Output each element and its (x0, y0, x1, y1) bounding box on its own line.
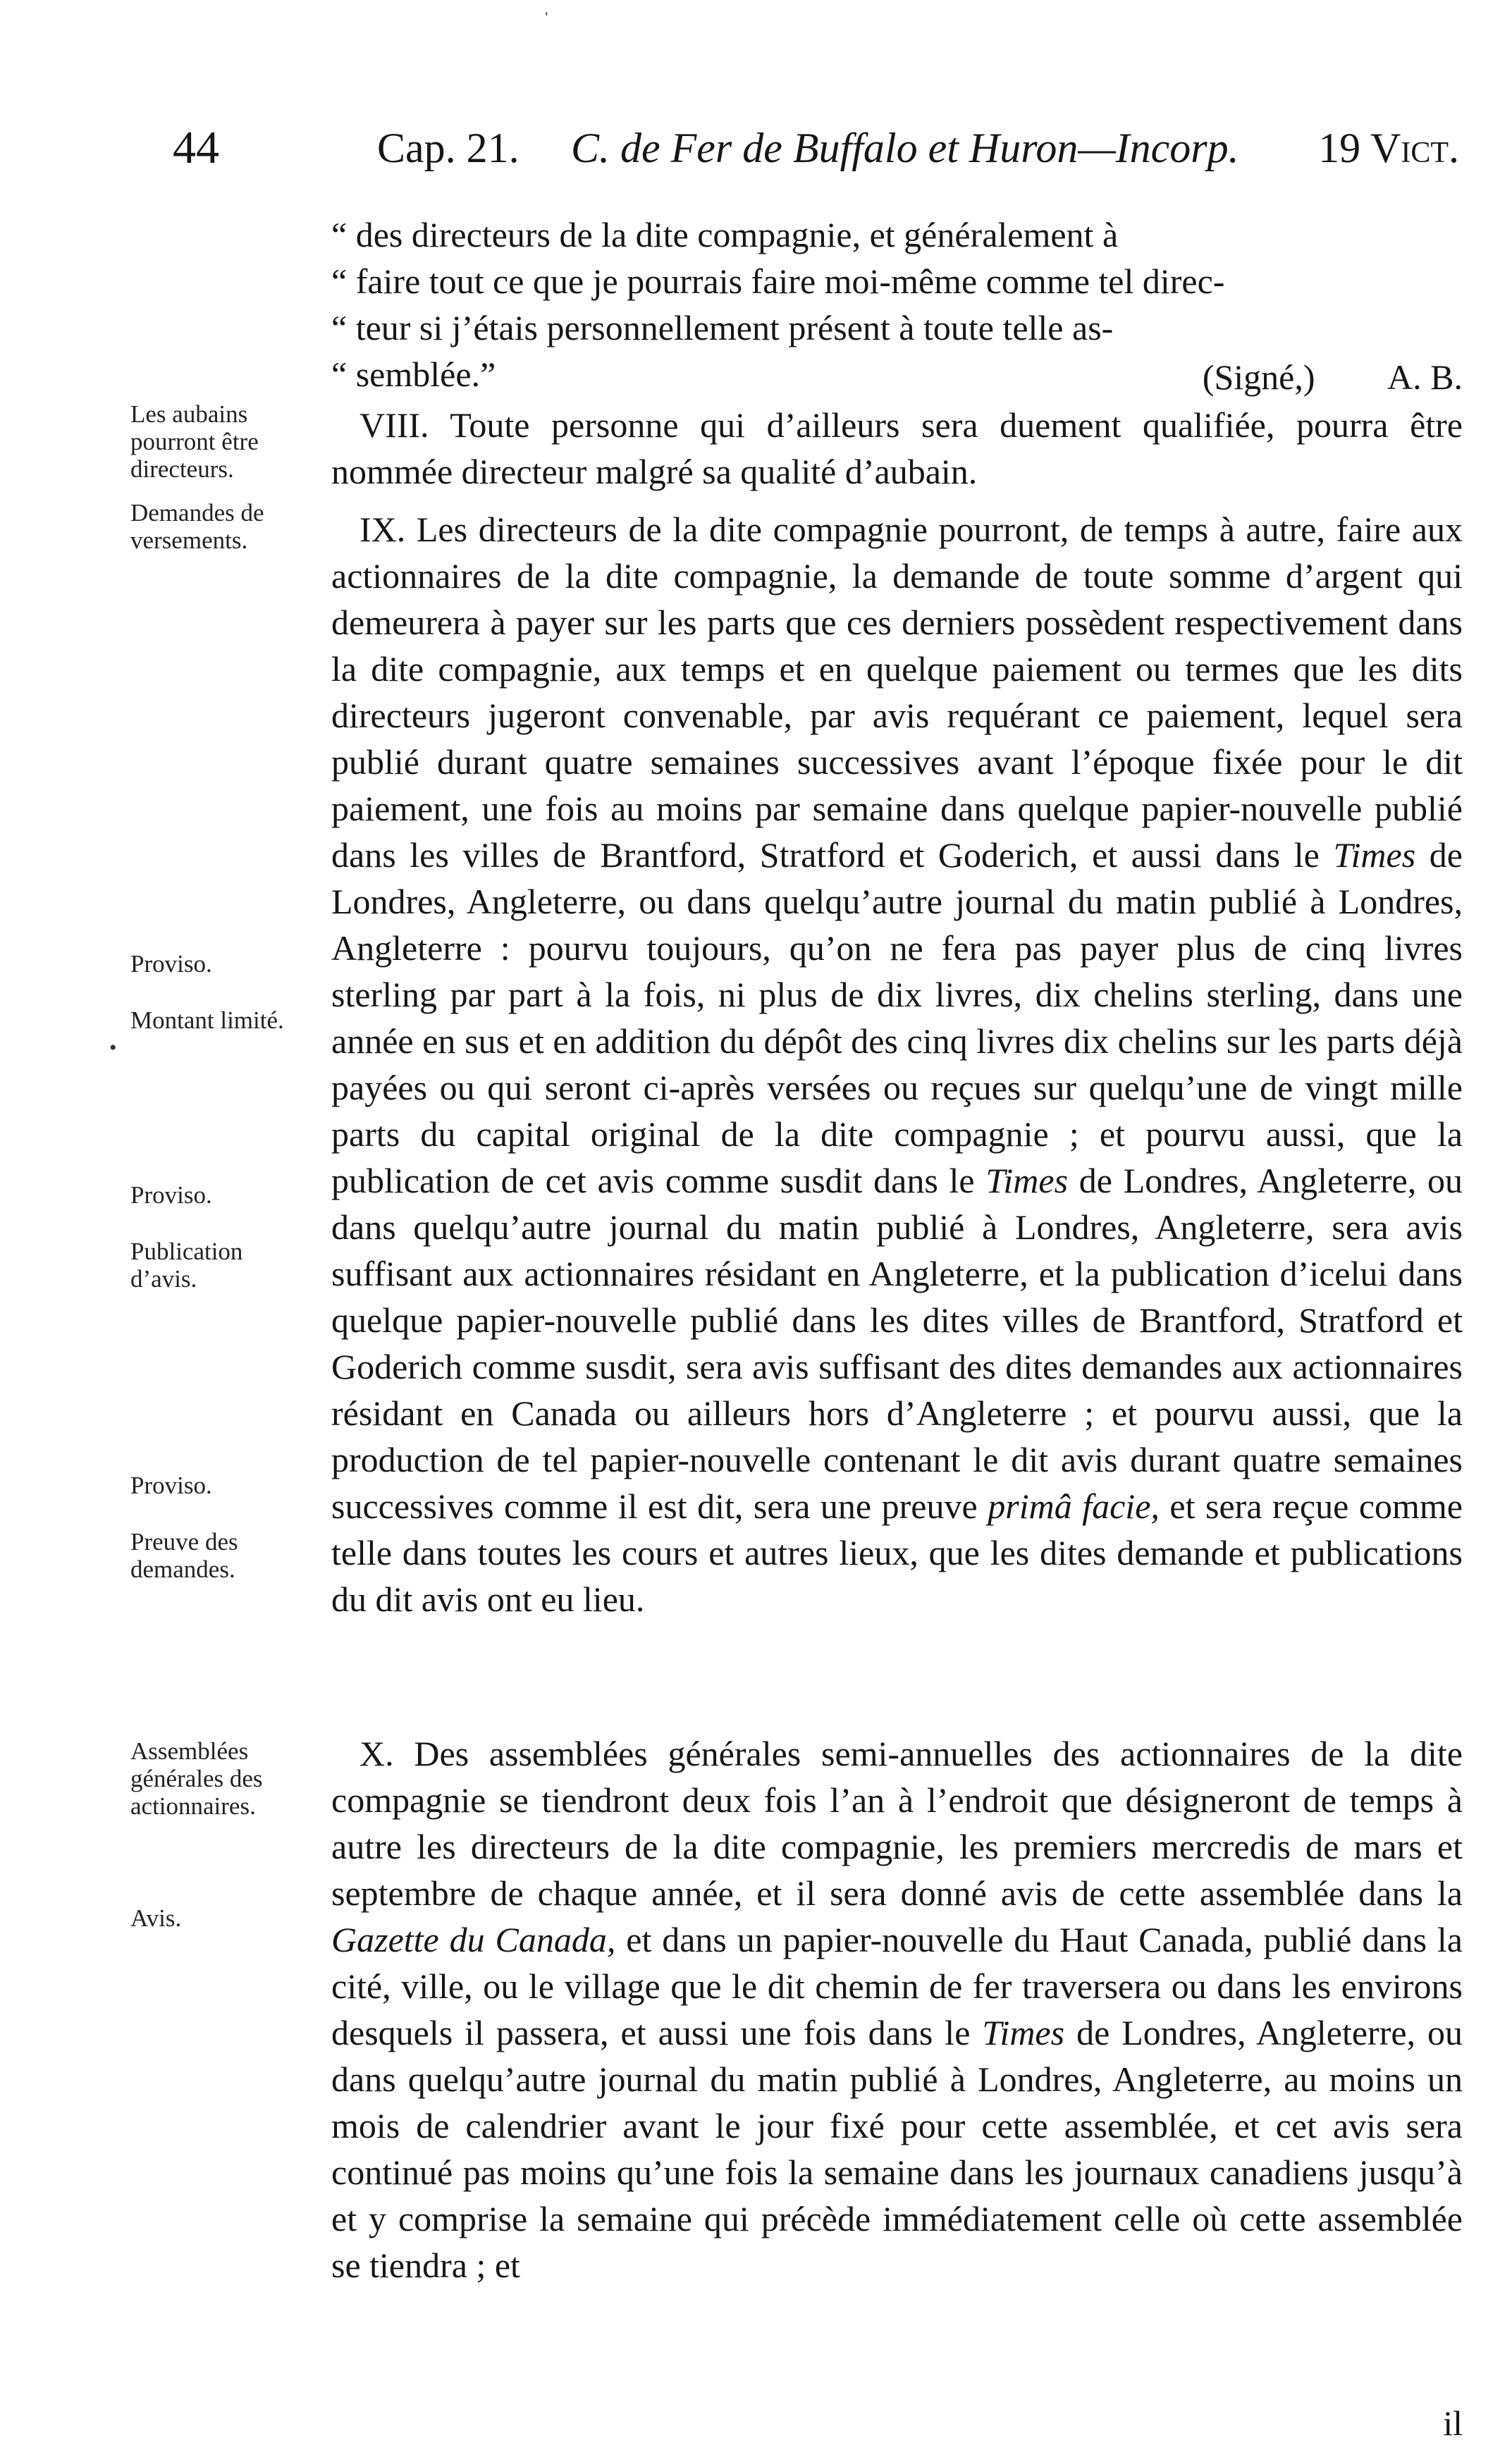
margin-note-proviso: Proviso. (130, 1472, 212, 1499)
margin-note-calls: Demandes de versements. (130, 499, 264, 554)
margin-note-proviso: Proviso. (130, 950, 212, 978)
signature-line (1139, 354, 1463, 400)
section-ix-text: IX. Les directeurs de la dite compagnie pourront, de temps à autre, faire aux actionnaires de la dite compagnie, la demande de toute somme d’argent qui demeurera à payer sur les parts que ces derniers possèdent respectivement dans la dite compagnie, aux temps et en quelque paiement ou termes que les dits directeurs jugeront convenable, par avis requérant ce paiement, lequel sera publié durant quatre semaines successives avant l’époque fixée pour le dit paiement, une fois au moins par semaine dans quelque papier-nouvelle publié dans les villes de Brantford, Stratford et Goderich, et aussi dans le Times de Londres, Angleterre, ou dans quelqu’autre journal du matin publié à Londres, Angleterre : pourvu toujours, qu’on ne fera pas payer plus de cinq livres sterling par part à la fois, ni plus de dix livres, dix chelins sterling, dans une année en sus et en addition du dépôt des cinq livres dix chelins sur les parts déjà payées ou qui seront ci-après versées ou reçues sur quelqu’une de vingt mille parts du capital original de la dite compagnie ; et pourvu aussi, que la publication de cet avis comme susdit dans le Times de Londres, Angleterre, ou dans quelqu’autre journal du matin publié à Londres, Angleterre, sera avis suffisant aux actionnaires résidant en Angleterre, et la publication d’icelui dans quelque papier-nouvelle publié dans les dites villes de Brantford, Stratford et Goderich comme susdit, sera avis suffisant des dites demandes aux actionnaires résidant en Canada ou ailleurs hors d’Angleterre ; et pourvu aussi, que la production de tel papier-nouvelle contenant le dit avis durant quatre semaines successives comme il est dit, sera une preuve primâ facie, et sera reçue comme telle dans toutes les cours et autres lieux, que les dites demande et publications du dit avis ont eu lieu. (331, 510, 1463, 1619)
section-ix (331, 506, 1463, 1622)
margin-note-proviso: Proviso. (130, 1181, 212, 1209)
signature-initials: A. B. (1387, 357, 1463, 397)
section-viii-text: VIII. Toute personne qui d’ailleurs sera duement qualifiée, pourra être nommée directeur malgré sa qualité d’aubain. (331, 405, 1463, 491)
margin-note-aliens: Les aubains pourront être directeurs. (130, 400, 259, 483)
quote-line: “ des directeurs de la dite compagnie, et généralement à (331, 215, 1119, 254)
regnal-year: 19 Vict. (1318, 125, 1459, 171)
signed-label: (Signé,) (1202, 357, 1315, 397)
margin-note-proof: Preuve des demandes. (130, 1528, 238, 1583)
margin-note-general-meetings: Assemblées générales des actionnaires. (130, 1737, 263, 1820)
page-number: 44 (173, 122, 219, 173)
running-title: C. de Fer de Buffalo et Huron—Incorp. (571, 125, 1239, 171)
margin-note-notice: Avis. (130, 1904, 182, 1932)
quote-line: “ semblée.” (331, 355, 496, 394)
section-viii (331, 402, 1463, 495)
quote-line: “ teur si j’étais personnellement présent à toute telle as- (331, 308, 1114, 347)
margin-note-publication: Publication d’avis. (130, 1238, 243, 1293)
section-x-text: X. Des assemblées générales semi-annuelles des actionnaires de la dite compagnie se tiendront deux fois l’an à l’endroit que désigneront de temps à autre les directeurs de la dite compagnie, les premiers mercredis de mars et septembre de chaque année, et il sera donné avis de cette assemblée dans la Gazette du Canada, et dans un papier-nouvelle du Haut Canada, publié dans la cité, ville, ou le village que le dit chemin de fer traversera ou dans les environs desquels il passera, et aussi une fois dans le Times de Londres, Angleterre, ou dans quelqu’autre journal du matin publié à Londres, Angleterre, au moins un mois de calendrier avant le jour fixé pour cette assemblée, et cet avis sera continué pas moins qu’une fois la semaine dans les journaux canadiens jusqu’à et y comprise la semaine qui précède immédiatement celle où cette assemblée se tiendra ; et (331, 1734, 1463, 2285)
chapter-label: Cap. 21. (377, 125, 520, 171)
section-x (331, 1730, 1463, 2289)
print-mark: ˈ (543, 7, 551, 32)
margin-note-amount-limited: Montant limité. (130, 1006, 284, 1034)
margin-bullet: • (109, 1036, 117, 1059)
catchword: il (1443, 2403, 1463, 2443)
quote-line: “ faire tout ce que je pourrais faire moi-même comme tel direc- (331, 261, 1225, 301)
